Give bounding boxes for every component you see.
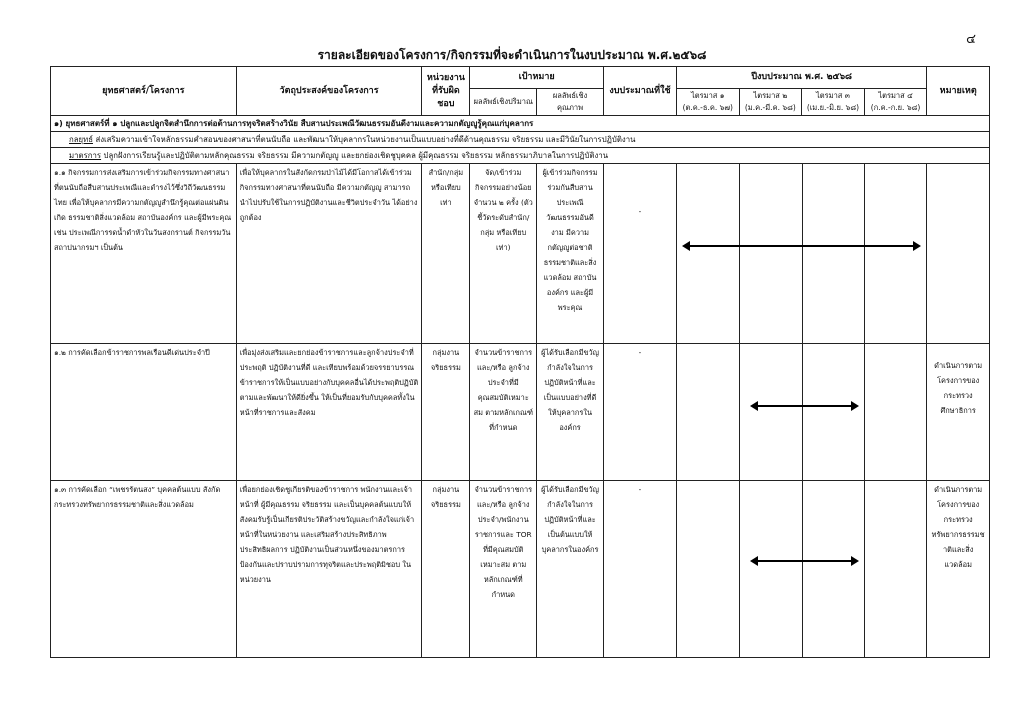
project-timeline: [676, 481, 926, 658]
header-objective: วัตถุประสงค์ของโครงการ: [236, 67, 422, 116]
header-q4: ไตรมาส ๔ (ก.ค.-ก.ย. ๖๘): [864, 89, 927, 116]
header-output: ผลลัพธ์เชิงปริมาณ: [470, 89, 537, 116]
header-budget: งบประมาณที่ใช้: [603, 67, 676, 116]
project-outcome: ผู้ได้รับเลือกมีขวัญกำลังใจในการปฏิบัติหน้าที่และเป็นต้นแบบให้บุคลากรในองค์กร: [537, 481, 604, 658]
project-objective: เพื่อมุ่งส่งเสริมและยกย่องข้าราชการและลูกจ้างประจำที่ประพฤติ ปฏิบัติงานที่ดี และเทียบพร้อมด้วยจรรยาบรรณข้าราชการให้เป็นแบบอย่างกับบุคคลอื่นได้ประพฤติปฏิบัติตามและพัฒนาให้ดียิ่งขึ้น ให้เป็นที่ยอมรับกับบุคคลทั้งในหน้าที่ราชการและสังคม: [236, 344, 422, 481]
project-remark: ดำเนินการตามโครงการของกระทรวงทรัพยากรธรรมชาติและสิ่งแวดล้อม: [927, 481, 990, 658]
timeline-track: [677, 164, 926, 343]
quarter-divider: [802, 164, 803, 343]
project-objective: เพื่อยกย่องเชิดชูเกียรติของข้าราชการ พนักงานและเจ้าหน้าที่ ผู้มีคุณธรรม จริยธรรม และเป็นบุคคลต้นแบบให้สังคมรับรู้เป็นเกียรติประวัติสร้างขวัญและกำลังใจแก่เจ้าหน้าที่ในหน่วยงาน และเสริมสร้างประสิทธิภาพประสิทธิผลการ ปฏิบัติงานเป็นส่วนหนึ่งของมาตรการป้องกันและปราบปรามการทุจริตและประพฤติมิชอบ ในหน่วยงาน: [236, 481, 422, 658]
timeline-arrow: [752, 560, 857, 562]
quarter-divider: [739, 344, 740, 480]
strategy-measure: มาตรการ ปลูกฝังการเรียนรู้และปฏิบัติตามหลักคุณธรรม จริยธรรม มีความกตัญญู และยกย่องเชิดชูบุคคล ผู้มีคุณธรรม จริยธรรม หลักธรรมาภิบาลในการปฏิบัติงาน: [51, 148, 990, 164]
project-objective: เพื่อให้บุคลากรในสังกัดกรมป่าไม้ได้มีโอกาสได้เข้าร่วมกิจกรรมทางศาสนาที่ตนนับถือ มีความกตัญญู สามารถนำไปปรับใช้ในการปฏิบัติงานและชีวิตประจำวัน ได้อย่างถูกต้อง: [236, 164, 422, 344]
quarter-divider: [739, 164, 740, 343]
project-name: ๑.๓ การคัดเลือก “เพชรรัตนสง” บุคคลต้นแบบ สังกัดกระทรวงทรัพยากรธรรมชาติและสิ่งแวดล้อม: [51, 481, 237, 658]
project-name: ๑.๑ กิจกรรมการส่งเสริมการเข้าร่วมกิจกรรมทางศาสนาที่ตนนับถือสืบสานประเพณีและดำรงไว้ซึ่งวิถีวัฒนธรรมไทย เพื่อให้บุคลากรมีความกตัญญูสำนึกรู้คุณต่อแผ่นดินเกิด ธรรมชาติสิ่งแวดล้อม สถาบันองค์กร และผู้มีพระคุณ เช่น ประเพณีการรดน้ำดำหัวในวันสงกรานต์ กิจกรรมวันสถาปนากรมฯ เป็นต้น: [51, 164, 237, 344]
project-row: [51, 164, 990, 344]
project-remark: ดำเนินการตามโครงการของกระทรวงศึกษาธิการ: [927, 344, 990, 481]
timeline-track: [677, 481, 926, 657]
project-output: จำนวนข้าราชการ และ/หรือ ลูกจ้างประจำที่มีคุณสมบัติเหมาะสม ตามหลักเกณฑ์ที่กำหนด: [470, 344, 537, 481]
project-output: จัด/เข้าร่วมกิจกรรมอย่างน้อยจำนวน ๒ ครั้ง (ตัวชี้วัดระดับสำนัก/กลุ่ม หรือเทียบเท่า): [470, 164, 537, 344]
quarter-divider: [864, 481, 865, 657]
strategy-tactic: กลยุทธ์ ส่งเสริมความเข้าใจหลักธรรมคำสอนของศาสนาที่ตนนับถือ และพัฒนาให้บุคลากรในหน่วยงานเป็นแบบอย่างที่ดีด้านคุณธรรม จริยธรรม และมีวินัยในการปฏิบัติงาน: [51, 132, 990, 148]
header-q3: ไตรมาส ๓ (เม.ย.-มิ.ย. ๖๘): [802, 89, 865, 116]
header-unit: หน่วยงานที่รับผิดชอบ: [422, 67, 470, 116]
project-unit: กลุ่มงานจริยธรรม: [422, 344, 470, 481]
project-outcome: ผู้เข้าร่วมกิจกรรมร่วมกันสืบสานประเพณีวัฒนธรรมอันดีงาม มีความกตัญญูต่อชาติ ธรรมชาติและสิ่งแวดล้อม สถาบันองค์กร และผู้มีพระคุณ: [537, 164, 604, 344]
project-budget: -: [603, 164, 676, 344]
project-row: [51, 344, 990, 481]
header-target: เป้าหมาย: [470, 67, 604, 89]
header-outcome: ผลลัพธ์เชิงคุณภาพ: [537, 89, 604, 116]
header-remark: หมายเหตุ: [927, 67, 990, 116]
project-remark: [927, 164, 990, 344]
project-output: จำนวนข้าราชการ และ/หรือ ลูกจ้างประจำ/พนักงานราชการและ TOR ที่มีคุณสมบัติเหมาะสม ตามหลักเกณฑ์ที่กำหนด: [470, 481, 537, 658]
timeline-arrow: [684, 245, 918, 247]
project-unit: สำนัก/กลุ่ม หรือเทียบเท่า: [422, 164, 470, 344]
project-timeline: [676, 344, 926, 481]
quarter-divider: [802, 481, 803, 657]
project-timeline: [676, 164, 926, 344]
quarter-divider: [802, 344, 803, 480]
header-fiscal-year: ปีงบประมาณ พ.ศ. ๒๕๖๘: [676, 67, 926, 89]
timeline-arrow: [752, 405, 857, 407]
project-plan-table: [50, 66, 990, 658]
timeline-track: [677, 344, 926, 480]
header-strategy: ยุทธศาสตร์/โครงการ: [51, 67, 237, 116]
project-outcome: ผู้ได้รับเลือกมีขวัญกำลังใจในการปฏิบัติหน้าที่และเป็นแบบอย่างที่ดีให้บุคลากรในองค์กร: [537, 344, 604, 481]
header-q1: ไตรมาส ๑ (ต.ค.-ธ.ค. ๖๗): [676, 89, 739, 116]
project-name: ๑.๒ การคัดเลือกข้าราชการพลเรือนดีเด่นประจำปี: [51, 344, 237, 481]
header-q2: ไตรมาส ๒ (ม.ค.-มี.ค. ๖๘): [739, 89, 802, 116]
quarter-divider: [864, 164, 865, 343]
strategy-title: ๑) ยุทธศาสตร์ที่ ๑ ปลูกและปลูกจิตสำนึกการต่อต้านการทุจริตสร้างวินัย สืบสานประเพณีวัฒนธรรมอันดีงามและความกตัญญูรู้คุณแก่บุคลากร: [51, 116, 990, 132]
project-unit: กลุ่มงานจริยธรรม: [422, 481, 470, 658]
quarter-divider: [739, 481, 740, 657]
project-budget: -: [603, 481, 676, 658]
project-row: [51, 481, 990, 658]
page-number: ๔: [966, 32, 976, 47]
document-title: รายละเอียดของโครงการ/กิจกรรมที่จะดำเนินการในงบประมาณ พ.ศ.๒๕๖๘: [317, 48, 707, 62]
project-budget: -: [603, 344, 676, 481]
quarter-divider: [864, 344, 865, 480]
